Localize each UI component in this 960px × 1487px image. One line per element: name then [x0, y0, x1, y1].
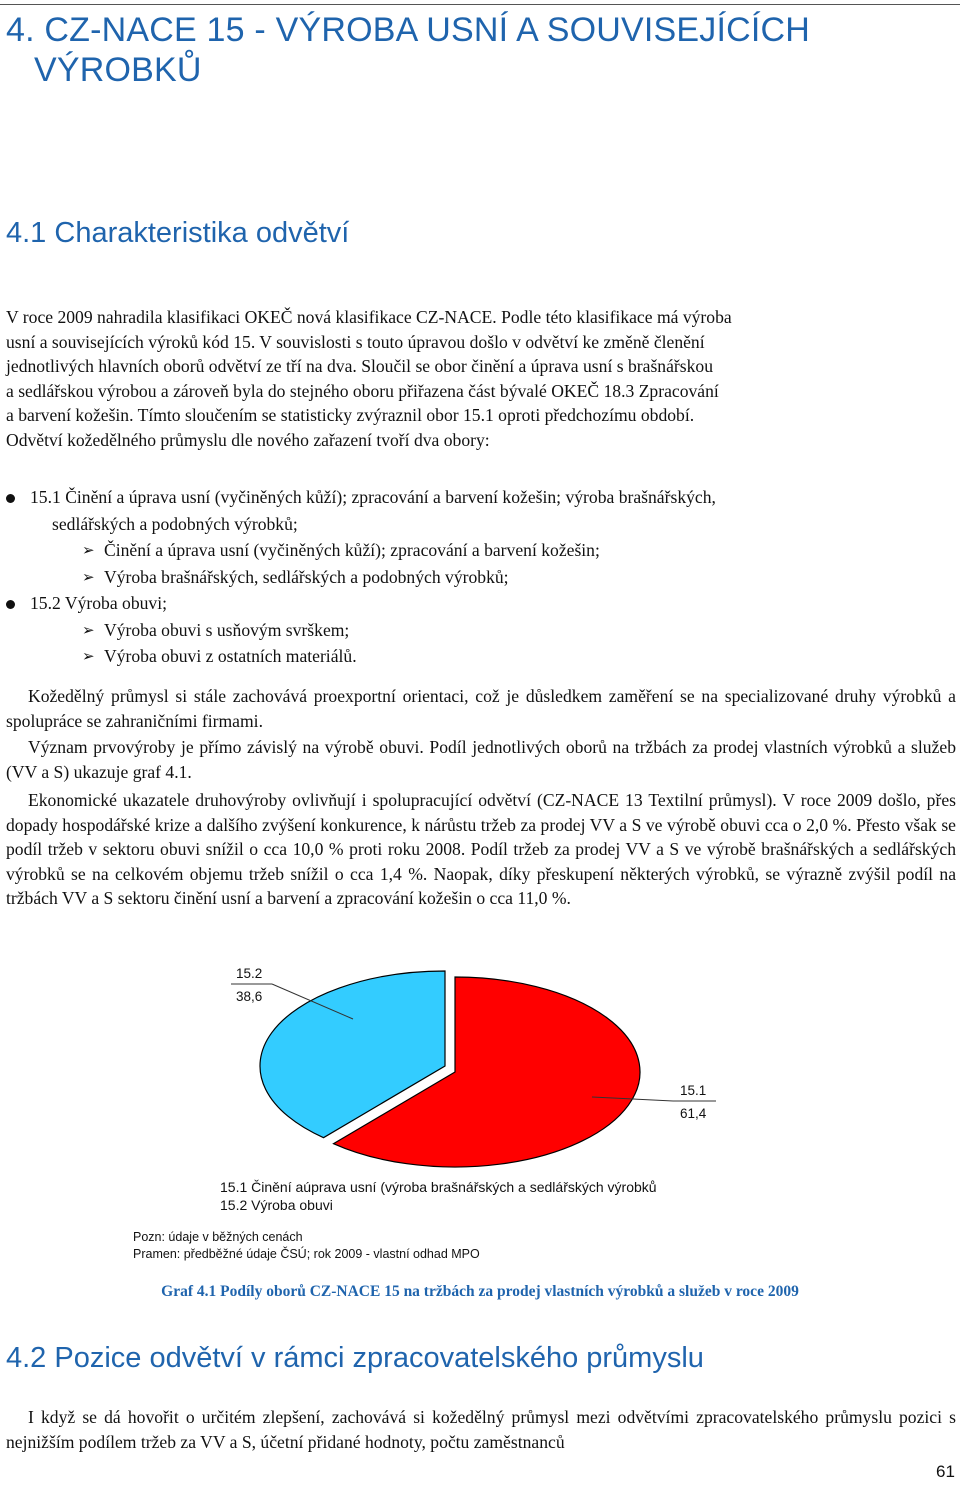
sub-bullet-item	[6, 617, 956, 644]
arrow-bullet-icon: ➢	[82, 647, 95, 665]
arrow-bullet-icon: ➢	[82, 567, 95, 586]
bullet-dot-icon	[6, 600, 15, 609]
chart-legend	[220, 1178, 657, 1214]
sub-bullet-item	[6, 643, 956, 670]
bullet-dot-icon	[6, 494, 15, 503]
intro-paragraph	[6, 305, 956, 452]
slice-label-name: 15.2	[236, 966, 263, 981]
bullet-item-15-2	[6, 590, 956, 617]
intro-line: Odvětví kožedělného průmyslu dle nového zařazení tvoří dva obory:	[6, 429, 490, 450]
slice-label-value: 61,4	[680, 1106, 707, 1121]
intro-line: V roce 2009 nahradila klasifikaci OKEČ nová klasifikace CZ-NACE. Podle této klasifikace má výroba	[6, 307, 732, 327]
bullet-list	[6, 484, 956, 670]
sub-bullet-text: Výroba obuvi s usňovým svrškem;	[104, 619, 350, 640]
intro-line: a sedlářskou výrobou a zároveň byla do stejného oboru přiřazena část bývalé OKEČ 18.3 Zpracování	[6, 380, 719, 401]
body-paragraph-prvovyroba: Význam prvovýroby je přímo závislý na výrobě obuvi. Podíl jednotlivých oborů na tržbách za prodej vlastních výrobků a služeb (VV a S) ukazuje graf 4.1.	[6, 737, 956, 782]
sub-bullet-item	[6, 564, 956, 591]
pie-chart	[0, 955, 960, 1275]
chart-caption: Graf 4.1 Podíly oborů CZ-NACE 15 na tržbách za prodej vlastních výrobků a služeb v roce 2009	[161, 1283, 799, 1300]
slice-label-value: 38,6	[236, 989, 263, 1004]
body-paragraph-orientation: Kožedělný průmysl si stále zachovává proexportní orientaci, což je důsledkem zaměření se na specializované druhy výrobků a spolupráce se zahraničními firmami.	[6, 686, 956, 731]
body-paragraph-pozice: I když se dá hovořit o určitém zlepšení, zachovává si kožedělný průmysl mezi odvětvími zpracovatelského průmyslu pozici s nejnižším podílem tržeb za VV a S, účetní přidané hodnoty, počtu zaměstnanců	[6, 1407, 956, 1452]
source-line: Pramen: předběžné údaje ČSÚ; rok 2009 - vlastní odhad MPO	[133, 1247, 480, 1261]
slice-label-15-2	[231, 966, 272, 1004]
arrow-bullet-icon: ➢	[82, 620, 95, 639]
legend-item: 15.2 Výroba obuvi	[220, 1197, 333, 1213]
chart-notes	[133, 1229, 480, 1263]
pie-slices	[260, 971, 640, 1167]
chapter-title-line2: VÝROBKŮ	[34, 51, 202, 89]
page-number: 61	[936, 1462, 955, 1481]
intro-line: jednotlivých hlavních oborů odvětví ze tří na dva. Sloučil se obor činění a úprava usní s brašnářskou	[6, 356, 713, 376]
section-title-4-1: 4.1 Charakteristika odvětví	[6, 217, 350, 249]
chapter-title-line1: 4. CZ-NACE 15 - VÝROBA USNÍ A SOUVISEJÍCÍCH	[6, 11, 811, 49]
chapter-title	[6, 10, 906, 90]
body-paragraph-ukazatele: Ekonomické ukazatele druhovýroby ovlivňují i spolupracující odvětví (CZ-NACE 13 Textilní průmysl). V roce 2009 došlo, přes dopady hospodářské krize a dalšího zvýšení konkurence, k nárůstu tržeb za prodej VV a S ve výrobě obuvi cca o 2,0 %. Přesto však se podíl tržeb v sektoru obuvi snížil o cca 10,0 % proti roku 2008. Podíl tržeb za prodej VV a S ve výrobě brašnářských a sedlářských výrobků se na celkovém objemu tržeb snížil o cca 1,4 %. Naopak, díky přeskupení některých výrobků, se výrazně zvýšil podíl na tržbách VV a S sektoru činění usní a barvení a zpracování kožešin o cca 11,0 %.	[6, 790, 956, 908]
top-rule	[0, 4, 960, 5]
legend-item: 15.1 Činění aúprava usní (výroba brašnářských a sedlářských výrobků	[220, 1179, 657, 1195]
bullet-text: 15.2 Výroba obuvi;	[30, 593, 167, 613]
sub-bullet-text: Činění a úprava usní (vyčiněných kůží); zpracování a barvení kožešin;	[104, 540, 600, 560]
sub-bullet-text: Výroba obuvi z ostatních materiálů.	[104, 646, 357, 666]
bullet-text: 15.1 Činění a úprava usní (vyčiněných kůží); zpracování a barvení kožešin; výroba brašnářských,	[30, 487, 716, 507]
note-line: Pozn: údaje v běžných cenách	[133, 1230, 303, 1244]
sub-bullet-item	[6, 537, 956, 564]
sub-bullet-text: Výroba brašnářských, sedlářských a podobných výrobků;	[104, 566, 509, 587]
intro-line: usní a souvisejících výroků kód 15. V souvislosti s touto úpravou došlo v odvětví ke změně členění	[6, 331, 705, 352]
bullet-item-15-1	[6, 484, 956, 537]
intro-line: a barvení kožešin. Tímto sloučením se statisticky zvýraznil obor 15.1 oproti předchozímu období.	[6, 405, 695, 425]
arrow-bullet-icon: ➢	[82, 541, 95, 559]
section-title-4-2: 4.2 Pozice odvětví v rámci zpracovatelského průmyslu	[6, 1342, 704, 1374]
bullet-text-continued: sedlářských a podobných výrobků;	[52, 513, 298, 534]
slice-label-name: 15.1	[680, 1083, 707, 1098]
slice-label-15-1	[673, 1083, 716, 1121]
